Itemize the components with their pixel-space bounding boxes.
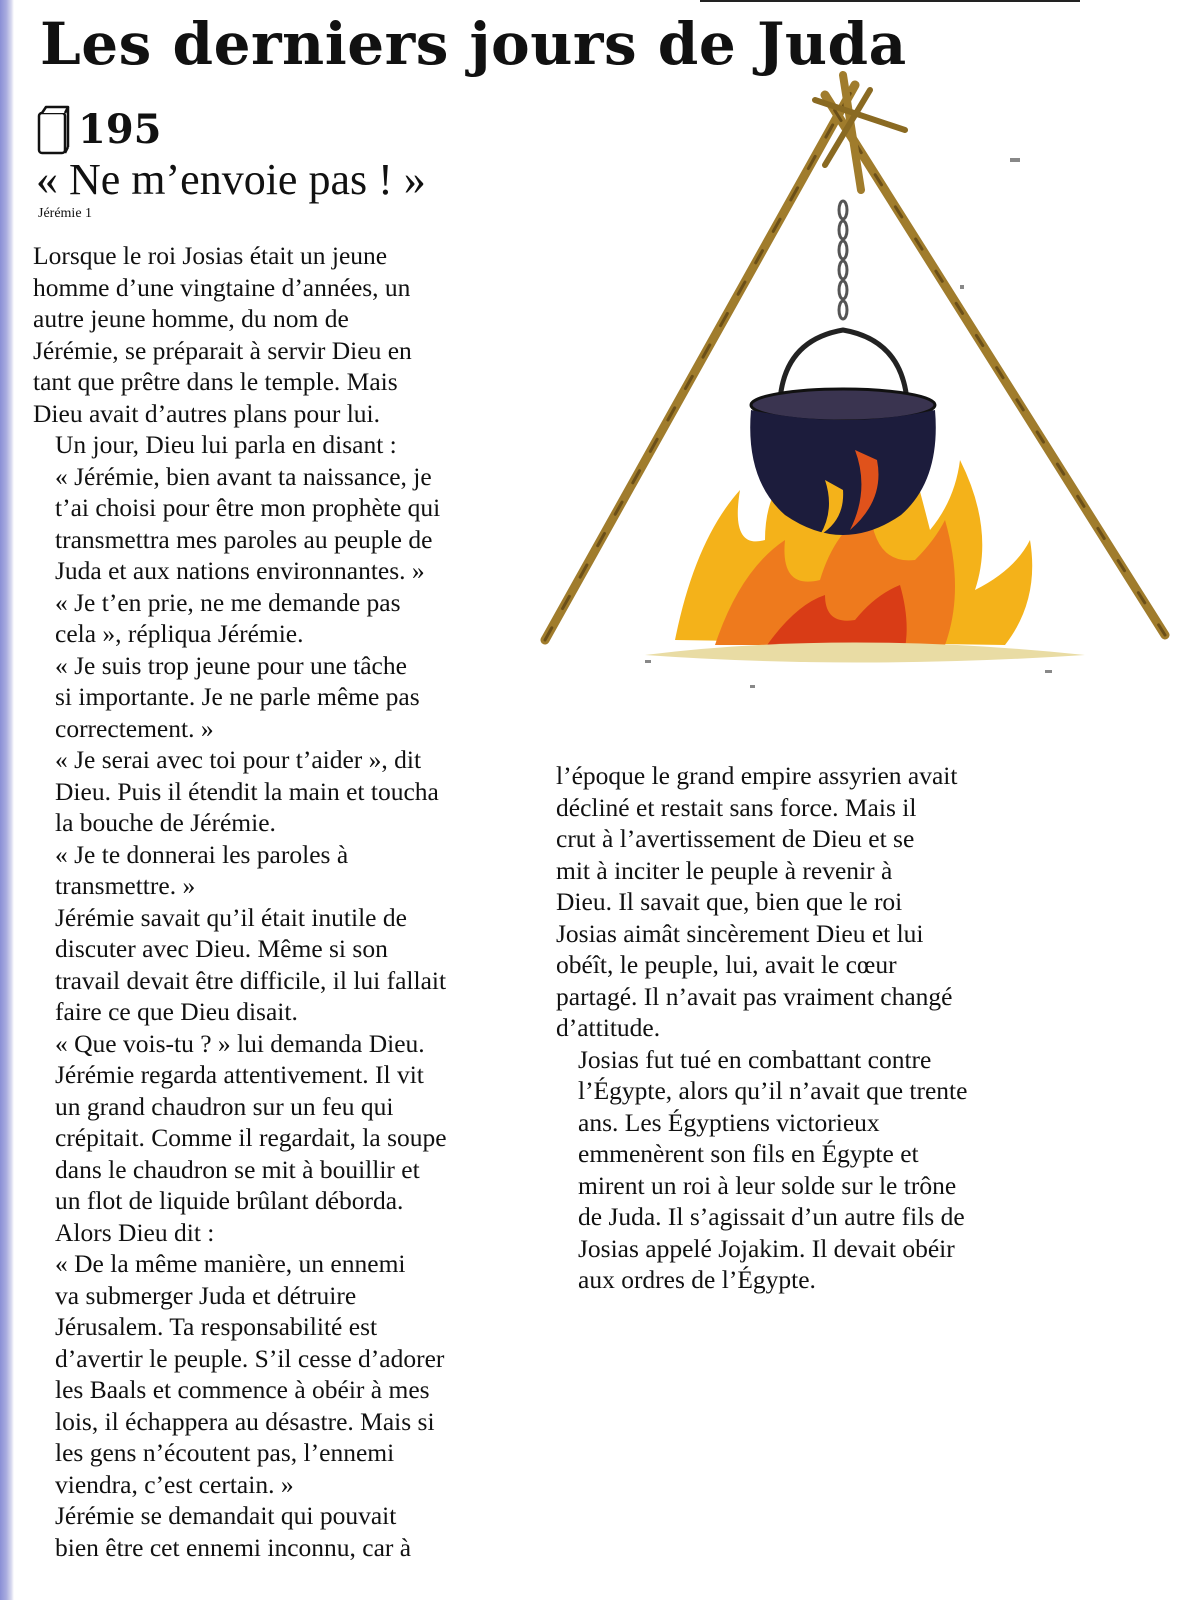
- text-line: crépitait. Comme il regardait, la soupe: [55, 1123, 447, 1152]
- story-title: « Ne m’envoie pas ! »: [36, 155, 426, 204]
- text-line: l’Égypte, alors qu’il n’avait que trente: [578, 1076, 968, 1105]
- left-text-column: [33, 240, 533, 1563]
- paragraph: [556, 760, 1076, 1044]
- paragraph: [33, 240, 533, 429]
- text-line: si importante. Je ne parle même pas: [55, 682, 420, 711]
- text-line: « Que vois-tu ? » lui demanda Dieu.: [55, 1028, 425, 1058]
- text-line: partagé. Il n’avait pas vraiment changé: [556, 981, 953, 1011]
- text-line: faire ce que Dieu disait.: [55, 997, 298, 1026]
- scripture-reference: Jérémie 1: [38, 206, 93, 221]
- text-line: transmettre. »: [55, 871, 196, 900]
- story-number: 195: [78, 106, 162, 153]
- text-line: d’attitude.: [556, 1013, 661, 1042]
- cauldron-over-fire-illustration: [525, 70, 1185, 750]
- text-line: Josias aimât sincèrement Dieu et lui: [556, 918, 924, 948]
- text-line: mirent un roi à leur solde sur le trône: [578, 1170, 957, 1200]
- text-line: la bouche de Jérémie.: [55, 808, 276, 837]
- paragraph: [33, 587, 533, 650]
- text-line: travail devait être difficile, il lui fallait: [55, 965, 447, 995]
- story-header: [36, 100, 162, 160]
- paragraph: [33, 744, 533, 839]
- text-line: cela », répliqua Jérémie.: [55, 619, 304, 648]
- text-line: viendra, c’est certain. »: [55, 1469, 294, 1499]
- text-line: Jérusalem. Ta responsabilité est: [55, 1312, 378, 1341]
- text-line: « Je serai avec toi pour t’aider », dit: [55, 745, 422, 774]
- text-line: Dieu. Il savait que, bien que le roi: [556, 887, 903, 916]
- text-line: Lorsque le roi Josias était un jeune: [33, 241, 388, 270]
- paragraph: [33, 461, 533, 587]
- text-line: Dieu. Puis il étendit la main et toucha: [55, 776, 439, 806]
- text-line: obéît, le peuple, lui, avait le cœur: [556, 950, 897, 979]
- text-line: Jérémie se demandait qui pouvait: [55, 1501, 397, 1530]
- text-line: Jérémie, se préparait à servir Dieu en: [33, 335, 412, 365]
- text-line: « Je t’en prie, ne me demande pas: [55, 587, 401, 617]
- text-line: autre jeune homme, du nom de: [33, 304, 349, 333]
- text-line: les gens n’écoutent pas, l’ennemi: [55, 1438, 395, 1467]
- top-rule: [700, 0, 1080, 2]
- text-line: homme d’une vingtaine d’années, un: [33, 272, 411, 302]
- text-line: Dieu avait d’autres plans pour lui.: [33, 398, 380, 428]
- text-line: correctement. »: [55, 713, 214, 743]
- right-text-column: [556, 760, 1076, 1296]
- text-line: va submerger Juda et détruire: [55, 1280, 357, 1310]
- text-line: ans. Les Égyptiens victorieux: [578, 1107, 880, 1137]
- text-line: t’ai choisi pour être mon prophète qui: [55, 493, 441, 522]
- paragraph: [33, 650, 533, 745]
- text-line: « Je suis trop jeune pour une tâche: [55, 650, 407, 680]
- text-line: crut à l’avertissement de Dieu et se: [556, 824, 915, 853]
- text-line: Jérémie regarda attentivement. Il vit: [55, 1060, 424, 1089]
- text-line: l’époque le grand empire assyrien avait: [556, 761, 958, 790]
- text-line: bien être cet ennemi inconnu, car à: [55, 1532, 412, 1562]
- text-line: mit à inciter le peuple à revenir à: [556, 855, 893, 885]
- paragraph: [33, 1028, 533, 1060]
- text-line: décliné et restait sans force. Mais il: [556, 792, 917, 822]
- text-line: « Je te donnerai les paroles à: [55, 839, 349, 869]
- chain-icon: [839, 201, 847, 319]
- text-line: lois, il échappera au désastre. Mais si: [55, 1406, 435, 1436]
- text-line: dans le chaudron se mit à bouillir et: [55, 1154, 420, 1184]
- paragraph: [33, 839, 533, 902]
- text-line: « Jérémie, bien avant ta naissance, je: [55, 461, 432, 491]
- paragraph: [33, 902, 533, 1028]
- text-line: Un jour, Dieu lui parla en disant :: [55, 430, 397, 459]
- text-line: discuter avec Dieu. Même si son: [55, 934, 388, 963]
- text-line: emmenèrent son fils en Égypte et: [578, 1139, 919, 1168]
- page-edge: [0, 0, 14, 1600]
- text-line: Josias appelé Jojakim. Il devait obéir: [578, 1233, 955, 1263]
- text-line: « De la même manière, un ennemi: [55, 1249, 406, 1278]
- book-icon: [36, 105, 70, 155]
- text-line: un grand chaudron sur un feu qui: [55, 1091, 394, 1121]
- text-line: Alors Dieu dit :: [55, 1217, 215, 1247]
- paragraph: [556, 1044, 1076, 1296]
- chapter-title: Les derniers jours de Juda: [40, 10, 907, 78]
- paragraph: [33, 1217, 533, 1249]
- text-line: aux ordres de l’Égypte.: [578, 1265, 816, 1294]
- text-line: d’avertir le peuple. S’il cesse d’adorer: [55, 1343, 445, 1373]
- text-line: tant que prêtre dans le temple. Mais: [33, 367, 398, 396]
- text-line: Juda et aux nations environnantes. »: [55, 556, 425, 585]
- paragraph: [33, 1248, 533, 1500]
- text-line: Josias fut tué en combattant contre: [578, 1044, 932, 1074]
- text-line: de Juda. Il s’agissait d’un autre fils de: [578, 1202, 965, 1231]
- text-line: les Baals et commence à obéir à mes: [55, 1375, 430, 1404]
- text-line: Jérémie savait qu’il était inutile de: [55, 902, 407, 932]
- paragraph: [33, 429, 533, 461]
- text-line: transmettra mes paroles au peuple de: [55, 524, 433, 554]
- text-line: un flot de liquide brûlant déborda.: [55, 1186, 404, 1215]
- paragraph: [33, 1500, 533, 1563]
- paragraph: [33, 1059, 533, 1217]
